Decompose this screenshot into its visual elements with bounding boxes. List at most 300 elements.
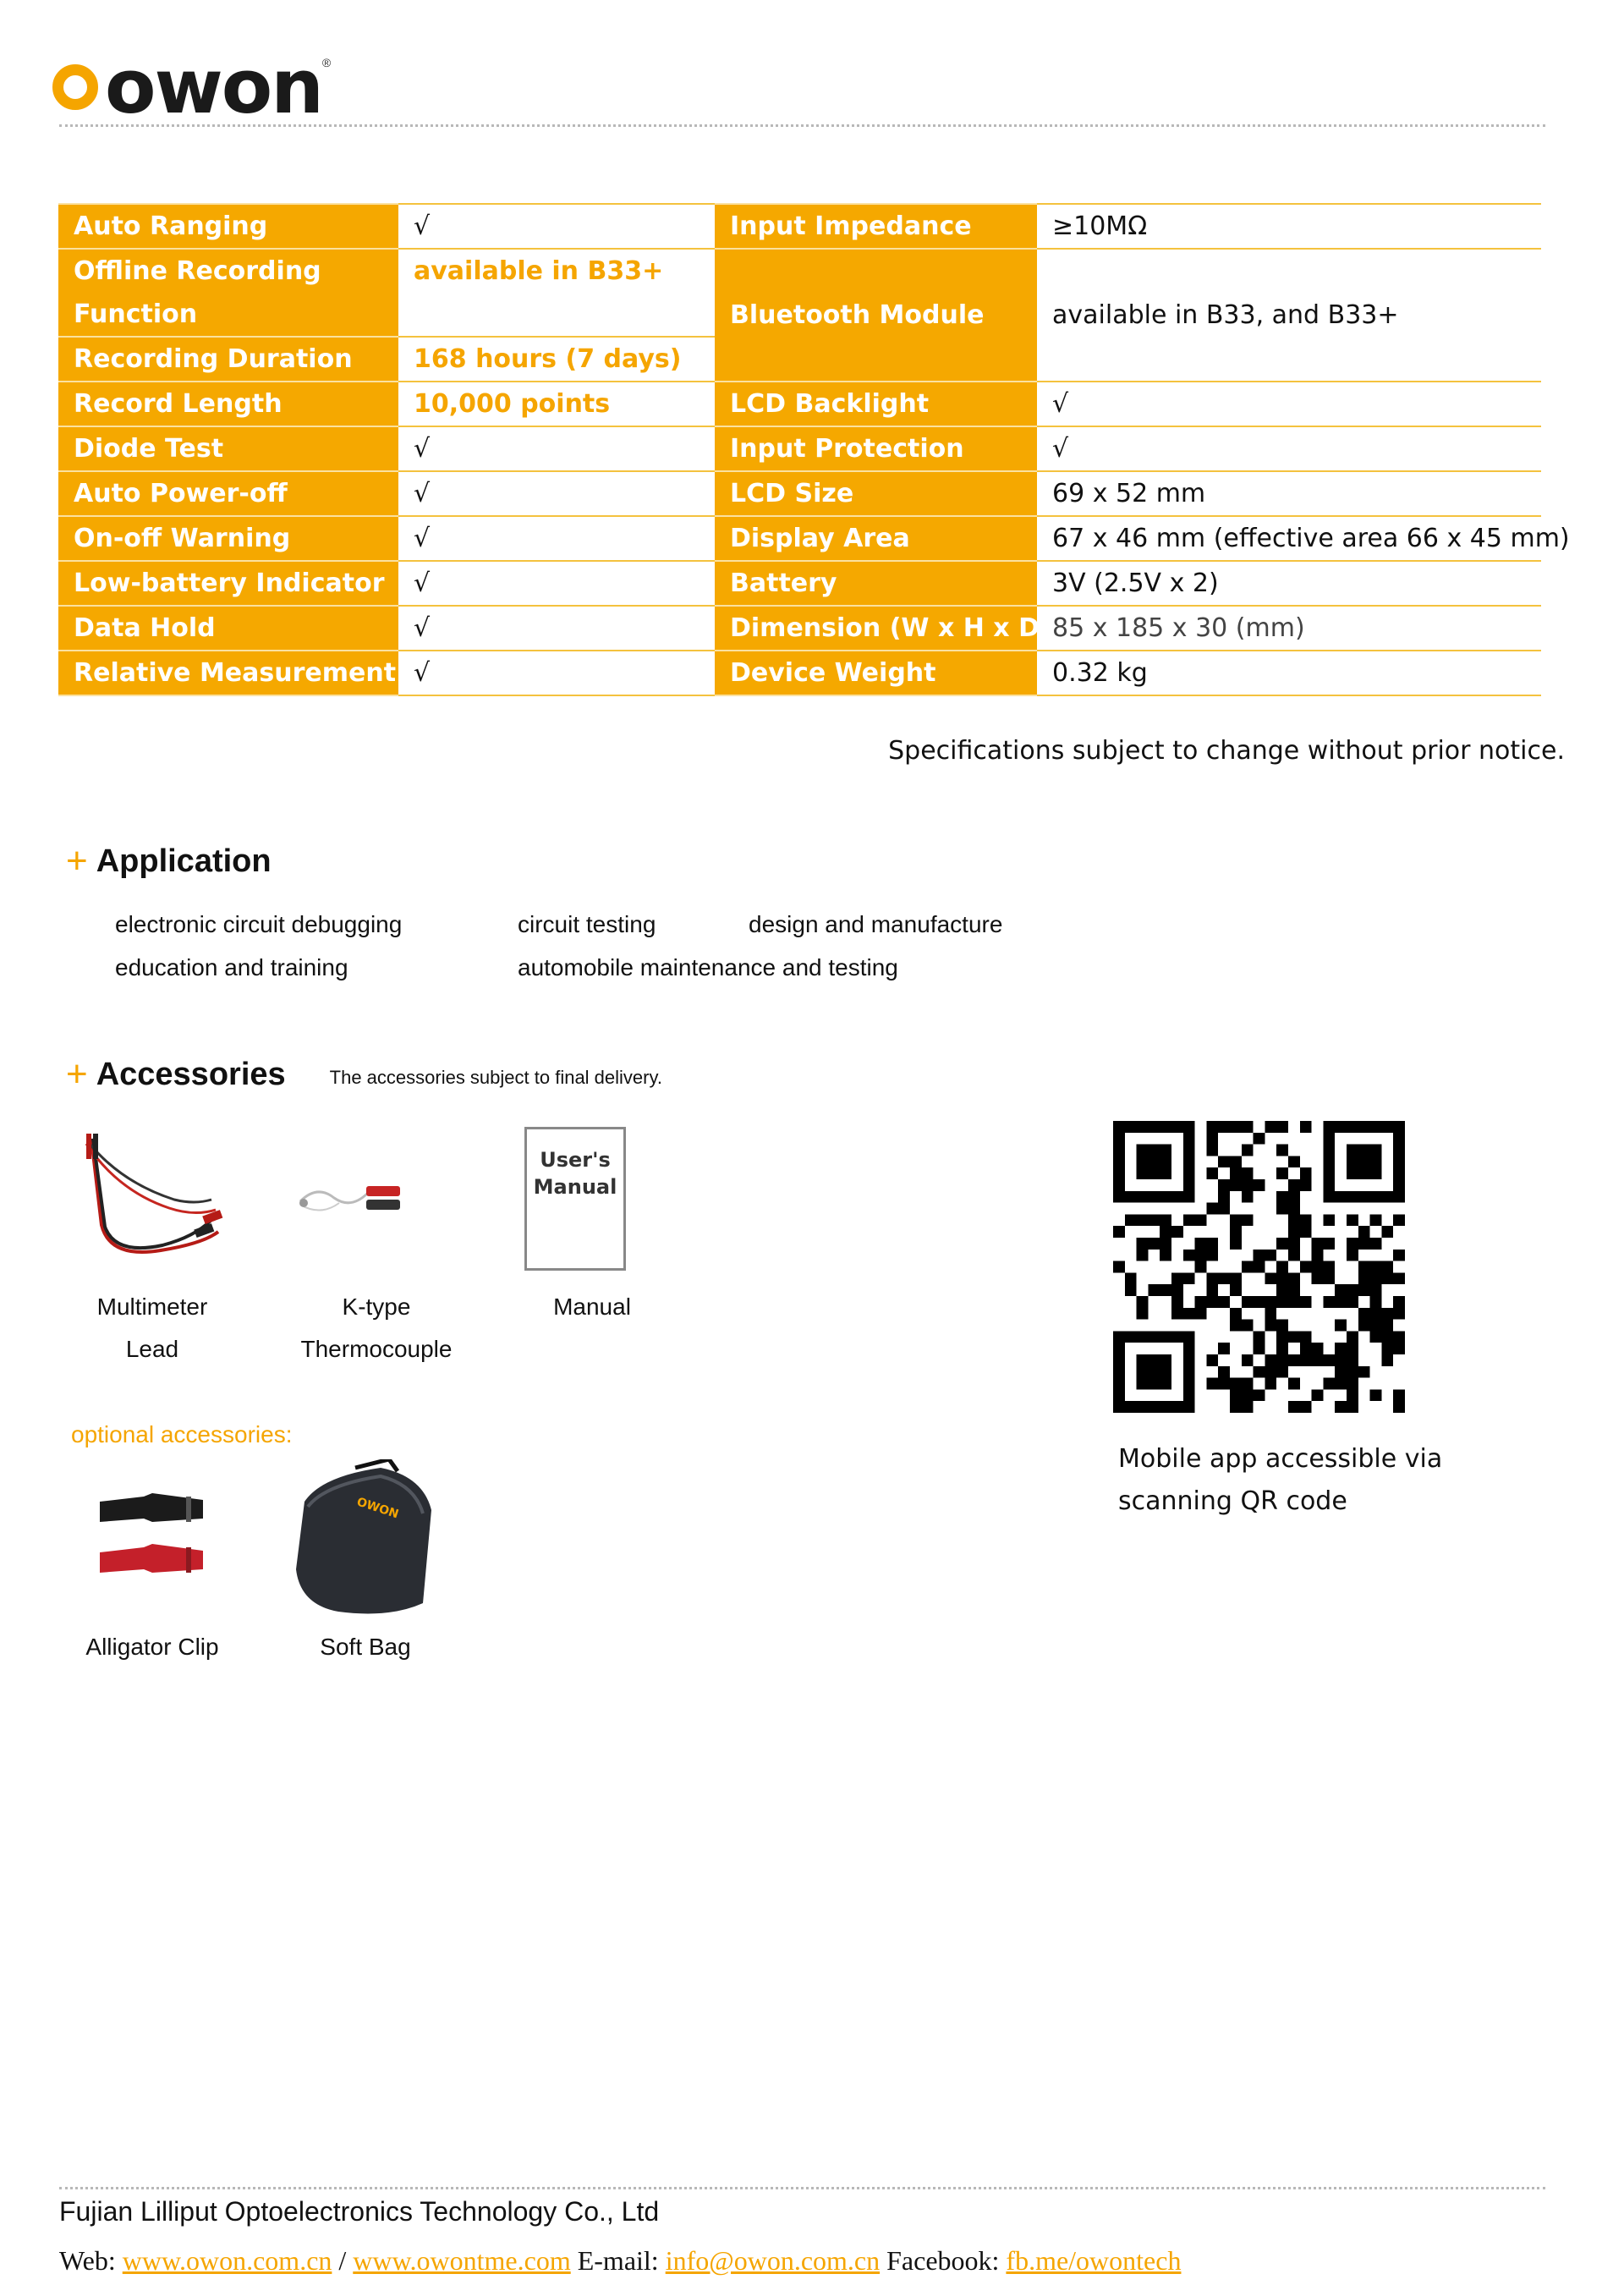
qr-module: [1242, 1179, 1254, 1191]
qr-module: [1276, 1121, 1288, 1133]
spec-value: available in B33+: [398, 249, 715, 293]
qr-module: [1265, 1308, 1276, 1320]
qr-module: [1206, 1272, 1218, 1284]
table-row: [58, 651, 1541, 695]
spec-label: Low-battery Indicator: [58, 561, 398, 606]
spec-label: Record Length: [58, 382, 398, 426]
qr-module: [1242, 1261, 1254, 1273]
qr-module: [1300, 1331, 1312, 1343]
registered-mark: ®: [321, 56, 332, 69]
manual-cover: [524, 1127, 626, 1271]
qr-module: [1370, 1308, 1382, 1320]
spec-value: 67 x 46 mm (effective area 66 x 45 mm): [1037, 516, 1541, 561]
qr-module: [1171, 1272, 1183, 1284]
qr-module: [1312, 1343, 1324, 1354]
qr-module: [1370, 1261, 1382, 1273]
application-item: education and training: [115, 954, 348, 980]
email-link[interactable]: info@owon.com.cn: [665, 2245, 881, 2276]
facebook-link[interactable]: fb.me/owontech: [1006, 2245, 1182, 2276]
qr-module: [1347, 1354, 1358, 1366]
spec-value: √: [398, 561, 715, 606]
spec-value: √: [398, 516, 715, 561]
qr-module: [1242, 1121, 1254, 1133]
qr-module: [1347, 1343, 1358, 1354]
qr-module: [1288, 1378, 1300, 1390]
qr-module: [1218, 1366, 1230, 1378]
qr-module: [1265, 1250, 1276, 1261]
table-row: [58, 249, 1541, 293]
qr-module: [1254, 1389, 1265, 1401]
qr-module: [1113, 1226, 1125, 1238]
spec-value: 85 x 185 x 30 (mm): [1037, 606, 1541, 651]
qr-module: [1230, 1179, 1242, 1191]
qr-module: [1300, 1121, 1312, 1133]
qr-module: [1276, 1284, 1288, 1296]
accessories-note: The accessories subject to final delivery.: [329, 1067, 662, 1088]
qr-module: [1335, 1343, 1347, 1354]
separator: /: [338, 2245, 347, 2276]
qr-module: [1218, 1378, 1230, 1390]
qr-module: [1125, 1214, 1137, 1226]
qr-module: [1300, 1401, 1312, 1413]
qr-module: [1230, 1272, 1242, 1284]
qr-module: [1276, 1366, 1288, 1378]
qr-module: [1171, 1284, 1183, 1296]
qr-module: [1276, 1343, 1288, 1354]
website-link-2[interactable]: www.owontme.com: [353, 2245, 571, 2276]
spec-value: √: [398, 471, 715, 516]
qr-module: [1335, 1284, 1347, 1296]
qr-module: [1276, 1191, 1288, 1203]
qr-module: [1288, 1226, 1300, 1238]
qr-module: [1370, 1331, 1382, 1343]
email-label: E-mail:: [577, 2245, 659, 2276]
qr-module: [1254, 1250, 1265, 1261]
qr-module: [1300, 1214, 1312, 1226]
qr-module: [1358, 1261, 1370, 1273]
qr-module: [1381, 1320, 1393, 1332]
qr-module: [1218, 1343, 1230, 1354]
qr-module: [1206, 1296, 1218, 1308]
spec-label: Data Hold: [58, 606, 398, 651]
qr-module: [1276, 1272, 1288, 1284]
qr-module: [1171, 1308, 1183, 1320]
qr-module: [1347, 1284, 1358, 1296]
qr-module: [1183, 1214, 1195, 1226]
qr-module: [1347, 1296, 1358, 1308]
spec-label: Recording Duration: [58, 337, 398, 382]
spec-label: Bluetooth Module: [715, 249, 1037, 382]
qr-module: [1381, 1272, 1393, 1284]
qr-module: [1137, 1214, 1149, 1226]
qr-module: [1206, 1121, 1218, 1133]
qr-module: [1276, 1296, 1288, 1308]
qr-module: [1300, 1296, 1312, 1308]
qr-module: [1206, 1203, 1218, 1215]
spec-label: Input Impedance: [715, 204, 1037, 249]
qr-module: [1195, 1261, 1207, 1273]
qr-module: [1265, 1296, 1276, 1308]
qr-module: [1393, 1272, 1405, 1284]
qr-finder-core: [1137, 1145, 1171, 1179]
soft-bag-image: [288, 1459, 436, 1620]
qr-module: [1323, 1378, 1335, 1390]
qr-module: [1381, 1308, 1393, 1320]
qr-module: [1254, 1366, 1265, 1378]
qr-module: [1347, 1238, 1358, 1250]
table-row: [58, 561, 1541, 606]
qr-module: [1206, 1167, 1218, 1179]
qr-module: [1276, 1238, 1288, 1250]
qr-module: [1323, 1354, 1335, 1366]
qr-module: [1206, 1238, 1218, 1250]
qr-code[interactable]: [1113, 1121, 1405, 1413]
qr-module: [1288, 1179, 1300, 1191]
qr-module: [1312, 1238, 1324, 1250]
spec-label: On-off Warning: [58, 516, 398, 561]
caption-line: Thermocouple: [300, 1336, 453, 1362]
thermocouple-image: [292, 1167, 419, 1227]
qr-module: [1125, 1284, 1137, 1296]
qr-module: [1358, 1366, 1370, 1378]
qr-module: [1230, 1378, 1242, 1390]
qr-module: [1242, 1214, 1254, 1226]
qr-module: [1195, 1250, 1207, 1261]
qr-module: [1265, 1320, 1276, 1332]
qr-module: [1358, 1320, 1370, 1332]
accessory-caption: Soft Bag: [320, 1634, 411, 1660]
qr-module: [1370, 1284, 1382, 1296]
table-row: [58, 204, 1541, 249]
qr-module: [1113, 1261, 1125, 1273]
spec-value: √: [398, 651, 715, 695]
qr-module: [1358, 1226, 1370, 1238]
qr-module: [1206, 1354, 1218, 1366]
qr-module: [1230, 1121, 1242, 1133]
caption-line: Multimeter: [96, 1294, 208, 1320]
qr-module: [1358, 1272, 1370, 1284]
qr-module: [1288, 1331, 1300, 1343]
qr-module: [1183, 1272, 1195, 1284]
qr-module: [1312, 1354, 1324, 1366]
qr-caption-line: Mobile app accessible via: [1118, 1444, 1443, 1474]
qr-module: [1381, 1261, 1393, 1273]
qr-module: [1218, 1296, 1230, 1308]
qr-module: [1206, 1250, 1218, 1261]
qr-module: [1276, 1331, 1288, 1343]
qr-module: [1230, 1389, 1242, 1401]
qr-module: [1160, 1214, 1171, 1226]
plus-icon: +: [66, 840, 88, 882]
section-title: Accessories: [96, 1056, 286, 1092]
qr-module: [1370, 1320, 1382, 1332]
qr-module: [1393, 1343, 1405, 1354]
qr-module: [1254, 1179, 1265, 1191]
qr-module: [1183, 1250, 1195, 1261]
qr-module: [1137, 1308, 1149, 1320]
qr-module: [1230, 1167, 1242, 1179]
spec-value: 10,000 points: [398, 382, 715, 426]
qr-module: [1288, 1296, 1300, 1308]
qr-module: [1242, 1296, 1254, 1308]
qr-module: [1381, 1354, 1393, 1366]
qr-module: [1230, 1401, 1242, 1413]
qr-module: [1160, 1226, 1171, 1238]
qr-module: [1347, 1366, 1358, 1378]
spec-label: Offline Recording: [58, 249, 398, 293]
qr-module: [1125, 1272, 1137, 1284]
qr-module: [1370, 1296, 1382, 1308]
qr-module: [1381, 1343, 1393, 1354]
qr-module: [1230, 1320, 1242, 1332]
logo-text: owon: [105, 43, 322, 130]
accessory-caption: [68, 1286, 237, 1370]
table-row: [58, 471, 1541, 516]
spec-label: Relative Measurement: [58, 651, 398, 695]
qr-module: [1370, 1272, 1382, 1284]
qr-module: [1300, 1179, 1312, 1191]
qr-module: [1312, 1272, 1324, 1284]
logo-ring-icon: [52, 64, 98, 110]
qr-module: [1347, 1250, 1358, 1261]
accessory-caption: [279, 1286, 474, 1370]
qr-module: [1288, 1214, 1300, 1226]
qr-module: [1347, 1214, 1358, 1226]
qr-module: [1347, 1401, 1358, 1413]
spec-label: Display Area: [715, 516, 1037, 561]
qr-module: [1195, 1308, 1207, 1320]
qr-module: [1393, 1250, 1405, 1261]
qr-module: [1276, 1261, 1288, 1273]
qr-module: [1276, 1167, 1288, 1179]
qr-module: [1381, 1331, 1393, 1343]
qr-module: [1335, 1296, 1347, 1308]
qr-module: [1218, 1156, 1230, 1167]
contact-line: [59, 2245, 1181, 2277]
qr-module: [1195, 1238, 1207, 1250]
qr-module: [1288, 1401, 1300, 1413]
qr-module: [1265, 1378, 1276, 1390]
spec-label: LCD Backlight: [715, 382, 1037, 426]
qr-module: [1218, 1203, 1230, 1215]
spec-value: 0.32 kg: [1037, 651, 1541, 695]
qr-module: [1218, 1121, 1230, 1133]
spec-value: √: [398, 606, 715, 651]
spec-label: Diode Test: [58, 426, 398, 471]
qr-module: [1276, 1354, 1288, 1366]
qr-module: [1265, 1354, 1276, 1366]
spec-disclaimer: Specifications subject to change without prior notice.: [888, 736, 1565, 766]
qr-caption-line: scanning QR code: [1118, 1486, 1347, 1516]
application-item: automobile maintenance and testing: [518, 954, 898, 980]
application-item: design and manufacture: [749, 911, 1003, 937]
qr-module: [1171, 1226, 1183, 1238]
qr-module: [1358, 1284, 1370, 1296]
qr-module: [1242, 1378, 1254, 1390]
qr-finder-core: [1137, 1354, 1171, 1389]
qr-module: [1288, 1191, 1300, 1203]
qr-module: [1347, 1331, 1358, 1343]
qr-module: [1358, 1238, 1370, 1250]
spec-label: Battery: [715, 561, 1037, 606]
caption-line: K-type: [342, 1294, 411, 1320]
spec-value: √: [398, 204, 715, 249]
qr-module: [1335, 1354, 1347, 1366]
qr-module: [1288, 1250, 1300, 1261]
table-row: [58, 606, 1541, 651]
qr-module: [1254, 1133, 1265, 1145]
owon-logo: [52, 43, 332, 130]
footer-divider: [59, 2187, 1545, 2189]
qr-module: [1335, 1378, 1347, 1390]
qr-module: [1148, 1214, 1160, 1226]
spec-table: [58, 203, 1570, 696]
table-row: [58, 426, 1541, 471]
qr-module: [1312, 1261, 1324, 1273]
qr-module: [1312, 1389, 1324, 1401]
spec-value: √: [1037, 426, 1541, 471]
website-link[interactable]: www.owon.com.cn: [122, 2245, 332, 2276]
accessory-caption: Alligator Clip: [85, 1634, 219, 1660]
qr-module: [1242, 1389, 1254, 1401]
spec-label: Auto Ranging: [58, 204, 398, 249]
qr-module: [1323, 1214, 1335, 1226]
qr-module: [1148, 1238, 1160, 1250]
qr-module: [1347, 1389, 1358, 1401]
spec-label: Dimension (W x H x D): [715, 606, 1037, 651]
qr-module: [1288, 1203, 1300, 1215]
multimeter-lead-image: [68, 1132, 228, 1267]
application-heading: [66, 840, 272, 882]
qr-module: [1300, 1354, 1312, 1366]
qr-module: [1160, 1238, 1171, 1250]
accessories-heading: [66, 1053, 662, 1095]
qr-caption: [1118, 1438, 1442, 1523]
spec-value: 3V (2.5V x 2): [1037, 561, 1541, 606]
qr-module: [1370, 1214, 1382, 1226]
qr-module: [1312, 1250, 1324, 1261]
qr-module: [1218, 1191, 1230, 1203]
qr-module: [1206, 1145, 1218, 1156]
qr-finder-core: [1347, 1145, 1381, 1179]
qr-module: [1218, 1272, 1230, 1284]
qr-module: [1195, 1214, 1207, 1226]
qr-module: [1393, 1389, 1405, 1401]
manual-cover-line: Manual: [533, 1175, 617, 1199]
spec-label: Device Weight: [715, 651, 1037, 695]
qr-module: [1254, 1343, 1265, 1354]
qr-module: [1335, 1401, 1347, 1413]
spec-label: LCD Size: [715, 471, 1037, 516]
section-title: Application: [96, 843, 272, 879]
qr-module: [1137, 1238, 1149, 1250]
qr-module: [1242, 1320, 1254, 1332]
caption-line: Manual: [553, 1294, 631, 1320]
accessory-caption: [508, 1286, 677, 1328]
spec-value-empty: [398, 293, 715, 337]
qr-module: [1230, 1308, 1242, 1320]
qr-module: [1370, 1238, 1382, 1250]
qr-module: [1323, 1272, 1335, 1284]
qr-module: [1265, 1121, 1276, 1133]
qr-module: [1288, 1284, 1300, 1296]
table-row: [58, 516, 1541, 561]
qr-module: [1323, 1238, 1335, 1250]
qr-module: [1183, 1308, 1195, 1320]
qr-module: [1242, 1191, 1254, 1203]
qr-module: [1393, 1331, 1405, 1343]
qr-module: [1393, 1296, 1405, 1308]
qr-module: [1254, 1261, 1265, 1273]
qr-module: [1358, 1308, 1370, 1320]
qr-module: [1230, 1156, 1242, 1167]
spec-value: ≥10MΩ: [1037, 204, 1541, 249]
header-divider: [59, 124, 1545, 127]
qr-module: [1393, 1214, 1405, 1226]
qr-module: [1254, 1296, 1265, 1308]
qr-module: [1300, 1226, 1312, 1238]
qr-module: [1171, 1296, 1183, 1308]
qr-module: [1300, 1261, 1312, 1273]
qr-module: [1137, 1296, 1149, 1308]
qr-module: [1381, 1226, 1393, 1238]
qr-module: [1218, 1179, 1230, 1191]
qr-module: [1254, 1331, 1265, 1343]
qr-module: [1276, 1320, 1288, 1332]
qr-module: [1160, 1284, 1171, 1296]
qr-module: [1230, 1214, 1242, 1226]
application-item: electronic circuit debugging: [115, 911, 403, 937]
alligator-clip-image: [93, 1485, 211, 1595]
qr-module: [1276, 1145, 1288, 1156]
qr-module: [1230, 1238, 1242, 1250]
qr-module: [1393, 1308, 1405, 1320]
spec-value: √: [398, 426, 715, 471]
spec-label: Function: [58, 293, 398, 337]
qr-module: [1137, 1250, 1149, 1261]
qr-module: [1242, 1145, 1254, 1156]
qr-module: [1323, 1261, 1335, 1273]
qr-module: [1265, 1272, 1276, 1284]
caption-line: Lead: [125, 1336, 179, 1362]
qr-module: [1206, 1133, 1218, 1145]
qr-module: [1276, 1203, 1288, 1215]
qr-module: [1242, 1167, 1254, 1179]
spec-value: 69 x 52 mm: [1037, 471, 1541, 516]
qr-module: [1300, 1167, 1312, 1179]
qr-module: [1393, 1401, 1405, 1413]
bag-logo: OWON: [354, 1495, 401, 1522]
qr-module: [1335, 1366, 1347, 1378]
qr-module: [1206, 1284, 1218, 1296]
qr-module: [1300, 1343, 1312, 1354]
qr-module: [1288, 1238, 1300, 1250]
qr-module: [1230, 1226, 1242, 1238]
manual-cover-line: User's: [540, 1148, 611, 1172]
spec-value: available in B33, and B33+: [1037, 249, 1541, 382]
qr-module: [1288, 1354, 1300, 1366]
spec-label: Input Protection: [715, 426, 1037, 471]
qr-module: [1230, 1284, 1242, 1296]
web-label: Web:: [59, 2245, 116, 2276]
application-item: circuit testing: [518, 911, 656, 937]
qr-module: [1370, 1389, 1382, 1401]
optional-accessories-label: optional accessories:: [71, 1421, 293, 1447]
qr-module: [1195, 1296, 1207, 1308]
spec-value: 168 hours (7 days): [398, 337, 715, 382]
qr-module: [1335, 1320, 1347, 1332]
spec-label: Auto Power-off: [58, 471, 398, 516]
